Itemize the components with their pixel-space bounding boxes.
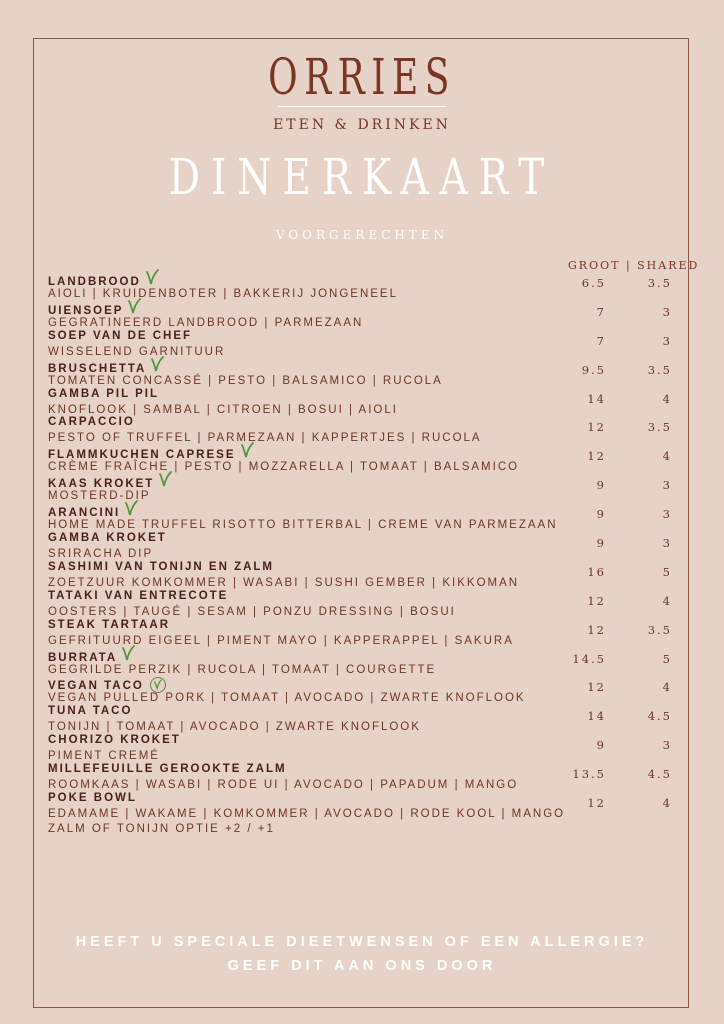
price-shared: 3 [662,738,672,753]
menu-item-description: GEGRILDE PERZIK | RUCOLA | TOMAAT | COURGETTE [48,663,437,676]
price-shared: 4.5 [647,709,672,724]
vegetarian-icon [124,500,138,516]
vegetarian-icon [150,356,164,372]
price-groot: 14.5 [572,651,606,666]
price-groot: 9 [596,507,606,522]
menu-item-name-text: POKE BOWL [48,792,137,805]
allergy-notice [0,930,724,978]
menu-item-name [48,619,170,631]
price-groot: 7 [596,333,606,348]
price-shared: 4 [662,680,672,695]
price-shared: 4 [662,796,672,811]
menu-item-name [48,648,135,664]
menu-item-name-text: TUNA TACO [48,705,133,718]
menu-item-option: ZALM OF TONIJN OPTIE +2 / +1 [48,823,275,836]
menu-item-description: GEGRATINEERD LANDBROOD | PARMEZAAN [48,316,364,329]
menu-item [48,561,698,590]
menu-item-name [48,705,132,717]
menu-item-description: AIOLI | KRUIDENBOTER | BAKKERIJ JONGENEEL [48,288,398,300]
price-shared: 4 [662,391,672,406]
price-groot: 12 [587,622,606,637]
menu-item-description: OOSTERS | TAUGÉ | SESAM | PONZU DRESSING | BOSUI [48,605,456,618]
menu-item-name [48,359,164,375]
menu-item [48,676,698,705]
menu-item [48,330,698,359]
price-shared: 3.5 [647,362,672,377]
price-groot: 9 [596,738,606,753]
menu-item-description: GEFRITUURD EIGEEL | PIMENT MAYO | KAPPERAPPEL | SAKURA [48,634,514,647]
brand-logo: ORRIES [268,48,456,106]
price-column-header: GROOT | SHARED [568,259,700,272]
menu-item-name-text: KAAS KROKET [48,478,155,491]
price-groot: 12 [587,796,606,811]
menu-item-description: PESTO OF TRUFFEL | PARMEZAAN | KAPPERTJES | RUCOLA [48,432,482,445]
section-title: VOORGERECHTEN [275,228,449,242]
menu-item [48,619,698,648]
menu-item-name [48,763,287,775]
menu-item-name [48,590,228,602]
vegetarian-icon [121,645,135,661]
price-shared: 4.5 [647,767,672,782]
menu-item-name-text: VEGAN TACO [48,680,144,693]
menu-item [48,272,698,301]
price-groot: 14 [587,709,606,724]
price-shared: 5 [662,651,672,666]
vegetarian-icon [127,298,141,314]
menu-item-description: HOME MADE TRUFFEL RISOTTO BITTERBAL | CREME VAN PARMEZAAN [48,519,558,532]
menu-item-name [48,388,159,400]
menu-item-name-text: GAMBA PIL PIL [48,387,159,400]
menu-items [48,272,698,836]
menu-item-name-text: SASHIMI VAN TONIJN EN ZALM [48,560,274,573]
menu-item-description: PIMENT CREMÉ [48,750,160,763]
price-groot: 9 [596,478,606,493]
menu-item [48,648,698,677]
price-shared: 4 [662,449,672,464]
menu-item-name-text: CARPACCIO [48,416,135,429]
menu-item-name-text: FLAMMKUCHEN CAPRESE [48,449,236,462]
price-shared: 5 [662,564,672,579]
menu-item-description: KNOFLOOK | SAMBAL | CITROEN | BOSUI | AIOLI [48,403,398,416]
menu-item-name-text: GAMBA KROKET [48,532,167,545]
menu-item-name-text: LANDBROOD [48,276,141,288]
menu-item [48,705,698,734]
allergy-notice-line2: GEEF DIT AAN ONS DOOR [227,958,497,974]
price-groot: 14 [587,391,606,406]
menu-item-name-text: BURRATA [48,651,118,664]
price-groot: 12 [587,420,606,435]
menu-item [48,388,698,417]
menu-item-name [48,792,137,804]
brand-divider [278,106,446,107]
price-shared: 4 [662,593,672,608]
menu-item-name-text: SOEP VAN DE CHEF [48,329,193,342]
menu-item-description: WISSELEND GARNITUUR [48,345,226,358]
vegan-icon [150,677,166,693]
menu-item-name [48,474,172,490]
menu-item-name-text: TATAKI VAN ENTRECOTE [48,589,229,602]
menu-item-name [48,734,181,746]
vegetarian-icon [240,442,254,458]
price-shared: 3 [662,304,672,319]
menu-item-name-text: UIENSOEP [48,304,124,317]
menu-item [48,445,698,474]
price-groot: 12 [587,680,606,695]
allergy-notice-line1: HEEFT U SPECIALE DIEETWENSEN OF EEN ALLERGIE? [75,934,649,950]
menu-item [48,359,698,388]
menu-item [48,474,698,503]
price-groot: 13.5 [572,767,606,782]
price-shared: 3 [662,536,672,551]
menu-item [48,301,698,330]
menu-item-name-text: STEAK TARTAAR [48,618,171,631]
price-groot: 16 [587,564,606,579]
menu-item-name [48,532,167,544]
price-groot: 6.5 [581,276,606,290]
menu-item-description: ZOETZUUR KOMKOMMER | WASABI | SUSHI GEMBER | KIKKOMAN [48,576,520,589]
menu-item [48,734,698,763]
menu-item-name [48,503,138,519]
menu-item-description: CRÈME FRAÎCHE | PESTO | MOZZARELLA | TOMAAT | BALSAMICO [48,461,520,474]
menu-item-name-text: BRUSCHETTA [48,362,147,375]
price-shared: 3 [662,478,672,493]
menu-item-name [48,561,274,573]
page-title: DINERKAART [168,148,556,206]
menu-item [48,416,698,445]
vegetarian-icon [158,471,172,487]
menu-item-name-text: ARANCINI [48,507,121,520]
menu-item-description: EDAMAME | WAKAME | KOMKOMMER | AVOCADO | RODE KOOL | MANGO [48,808,566,821]
price-groot: 7 [596,304,606,319]
menu-item-description: ROOMKAAS | WASABI | RODE UI | AVOCADO | PAPADUM | MANGO [48,779,519,792]
menu-item-name [48,676,166,692]
menu-item-name-text: CHORIZO KROKET [48,734,181,747]
brand-tagline: ETEN & DRINKEN [273,117,451,133]
menu-item-description: TOMATEN CONCASSÉ | PESTO | BALSAMICO | RUCOLA [48,374,443,387]
menu-item [48,503,698,532]
price-shared: 3.5 [647,622,672,637]
price-groot: 9 [596,536,606,551]
menu-item [48,792,698,836]
menu-item-description: VEGAN PULLED PORK | TOMAAT | AVOCADO | ZWARTE KNOFLOOK [48,692,526,705]
menu-item [48,590,698,619]
menu-item-name-text: MILLEFEUILLE GEROOKTE ZALM [48,763,287,776]
price-groot: 12 [587,593,606,608]
menu-item-name [48,416,135,428]
price-shared: 3 [662,333,672,348]
price-groot: 9.5 [581,362,606,377]
vegetarian-icon [145,269,159,285]
menu-item-name [48,272,159,288]
menu-item-name [48,301,141,317]
menu-item [48,532,698,561]
price-shared: 3 [662,507,672,522]
menu-item-description: SRIRACHA DIP [48,548,154,561]
menu-item-description: MOSTERD-DIP [48,490,151,503]
price-shared: 3.5 [647,420,672,435]
menu-item [48,763,698,792]
price-shared: 3.5 [647,276,672,290]
menu-item-name [48,330,192,342]
price-groot: 12 [587,449,606,464]
menu-item-name [48,445,254,461]
menu-item-description: TONIJN | TOMAAT | AVOCADO | ZWARTE KNOFLOOK [48,721,421,734]
